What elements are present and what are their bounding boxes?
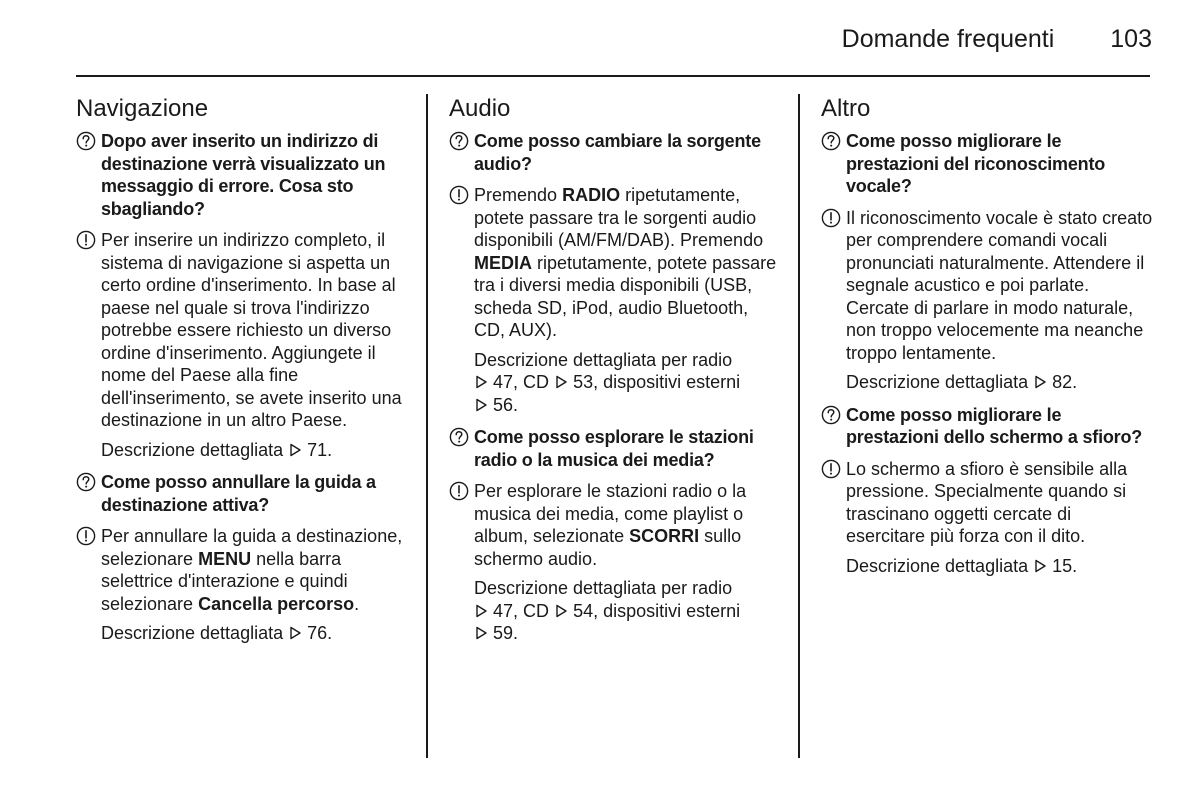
answer-text — [474, 480, 781, 570]
page-reference-arrow-icon — [474, 398, 488, 412]
question-icon — [449, 427, 474, 447]
section-title: Audio — [449, 95, 511, 122]
keyword: SCORRI — [629, 526, 700, 546]
question-entry — [76, 130, 408, 220]
answer-text: Il riconoscimento vocale è stato creato per comprendere comandi vocali pronunciati naturalmente. Attendere il segnale acustico e poi parlate. Cercate di parlare in modo naturale, non troppo velocemente ma neanche troppo lentamente. — [846, 207, 1153, 363]
page-title: Domande frequenti — [841, 25, 1055, 53]
reference-page[interactable]: 53, dispositivi esterni — [573, 372, 741, 392]
column-navigazione — [76, 94, 408, 655]
reference-page[interactable]: 76. — [307, 623, 333, 643]
answer-text-part: nella barra selettrice d'interazione e quindi selezionare — [101, 548, 348, 614]
question-icon — [76, 472, 101, 492]
answer-text — [474, 184, 781, 342]
question-text: Come posso migliorare le prestazioni del riconoscimento vocale? — [846, 131, 1106, 196]
reference — [76, 622, 408, 645]
reference-page[interactable]: 54, dispositivi esterni — [573, 600, 741, 621]
exclamation-icon — [449, 481, 474, 501]
answer-entry — [76, 525, 408, 615]
answer-entry — [76, 229, 408, 432]
reference-text: Descrizione dettagliata — [846, 555, 1029, 576]
reference-text: Descrizione dettagliata — [101, 623, 284, 643]
answer-text-part: ripetutamente, potete passare tra le sorgenti audio disponibili (AM/FM/DAB). Premendo — [474, 185, 764, 250]
answer-text-part: ripetutamente, potete passare tra i diversi media disponibili (USB, scheda SD, iPod, audio Bluetooth, CD, AUX). — [474, 252, 777, 340]
column-divider — [798, 94, 800, 758]
keyword: RADIO — [562, 185, 621, 205]
column-altro — [821, 94, 1153, 587]
reference-text: Descrizione dettagliata per radio — [474, 349, 733, 370]
answer-entry — [449, 184, 781, 342]
reference — [821, 371, 1153, 394]
reference-page[interactable]: 15. — [1052, 555, 1078, 576]
exclamation-icon — [821, 208, 846, 228]
reference-text: Descrizione dettagliata — [101, 439, 284, 460]
page-header — [76, 22, 1152, 74]
keyword: Cancella percorso — [198, 593, 355, 614]
answer-text: Per inserire un indirizzo completo, il sistema di navigazione si aspetta un certo ordine d'inserimento. In base al paese nel quale si trova l'indirizzo potrebbe essere richiesto un diverso ordine d'inserimento. Aggiungete il nome del Paese alla fine dell'inserimento, se avete inserito una destinazione in un altro Paese. — [101, 230, 402, 430]
question-icon — [821, 131, 846, 151]
question-text: Dopo aver inserito un indirizzo di destinazione verrà visualizzato un messaggio di errore. Cosa sto sbagliando? — [101, 131, 386, 219]
page-reference-arrow-icon — [474, 626, 488, 640]
page-reference-arrow-icon — [1033, 559, 1047, 573]
question-icon — [821, 405, 846, 425]
question-entry — [449, 426, 781, 471]
exclamation-icon — [449, 185, 474, 205]
keyword: MEDIA — [474, 252, 532, 273]
reference-page[interactable]: 59. — [493, 623, 519, 643]
reference — [449, 349, 781, 417]
question-icon — [449, 131, 474, 151]
question-entry — [821, 130, 1153, 198]
answer-entry — [449, 480, 781, 570]
answer-text-part: Per annullare la guida a destinazione, selezionare — [101, 526, 403, 569]
header-rule — [76, 75, 1150, 77]
reference-page[interactable]: 82. — [1052, 372, 1078, 392]
section-title: Altro — [821, 95, 871, 122]
question-text: Come posso annullare la guida a destinazione attiva? — [101, 472, 376, 515]
reference — [76, 439, 408, 462]
exclamation-icon — [76, 526, 101, 546]
keyword: MENU — [198, 548, 252, 569]
page-reference-arrow-icon — [474, 375, 488, 389]
reference-text: Descrizione dettagliata per radio — [474, 578, 733, 598]
column-divider — [426, 94, 428, 758]
question-icon — [76, 131, 101, 151]
reference-text: Descrizione dettagliata — [846, 372, 1029, 392]
reference-page[interactable]: 47, CD — [493, 600, 550, 621]
answer-text — [101, 525, 408, 615]
exclamation-icon — [821, 459, 846, 479]
question-entry — [76, 471, 408, 516]
answer-text-part: . — [354, 593, 360, 614]
column-audio — [449, 94, 781, 655]
page-reference-arrow-icon — [474, 604, 488, 618]
answer-entry — [821, 458, 1153, 548]
reference-page[interactable]: 71. — [307, 439, 333, 460]
reference-page[interactable]: 47, CD — [493, 372, 550, 392]
answer-text: Lo schermo a sfioro è sensibile alla pressione. Specialmente quando si trascinano oggetti cercate di esercitare più forza con il dito. — [846, 458, 1128, 546]
page-reference-arrow-icon — [288, 626, 302, 640]
page-reference-arrow-icon — [288, 443, 302, 457]
exclamation-icon — [76, 230, 101, 250]
question-text: Come posso esplorare le stazioni radio o la musica dei media? — [474, 427, 754, 470]
page-reference-arrow-icon — [554, 375, 568, 389]
question-text: Come posso cambiare la sorgente audio? — [474, 131, 761, 174]
question-entry — [449, 130, 781, 175]
answer-text-part: sullo schermo audio. — [474, 526, 742, 569]
answer-text-part: Premendo — [474, 185, 558, 205]
reference — [821, 555, 1153, 578]
page-reference-arrow-icon — [554, 604, 568, 618]
page-number: 103 — [1110, 25, 1152, 53]
page-reference-arrow-icon — [1033, 375, 1047, 389]
question-text: Come posso migliorare le prestazioni dello schermo a sfioro? — [846, 404, 1143, 447]
section-title: Navigazione — [76, 95, 209, 122]
answer-text-part: Per esplorare le stazioni radio o la musica dei media, come playlist o album, selezionate — [474, 481, 747, 546]
reference — [449, 577, 781, 645]
reference-page[interactable]: 56. — [493, 394, 519, 415]
answer-entry — [821, 207, 1153, 365]
question-entry — [821, 404, 1153, 449]
